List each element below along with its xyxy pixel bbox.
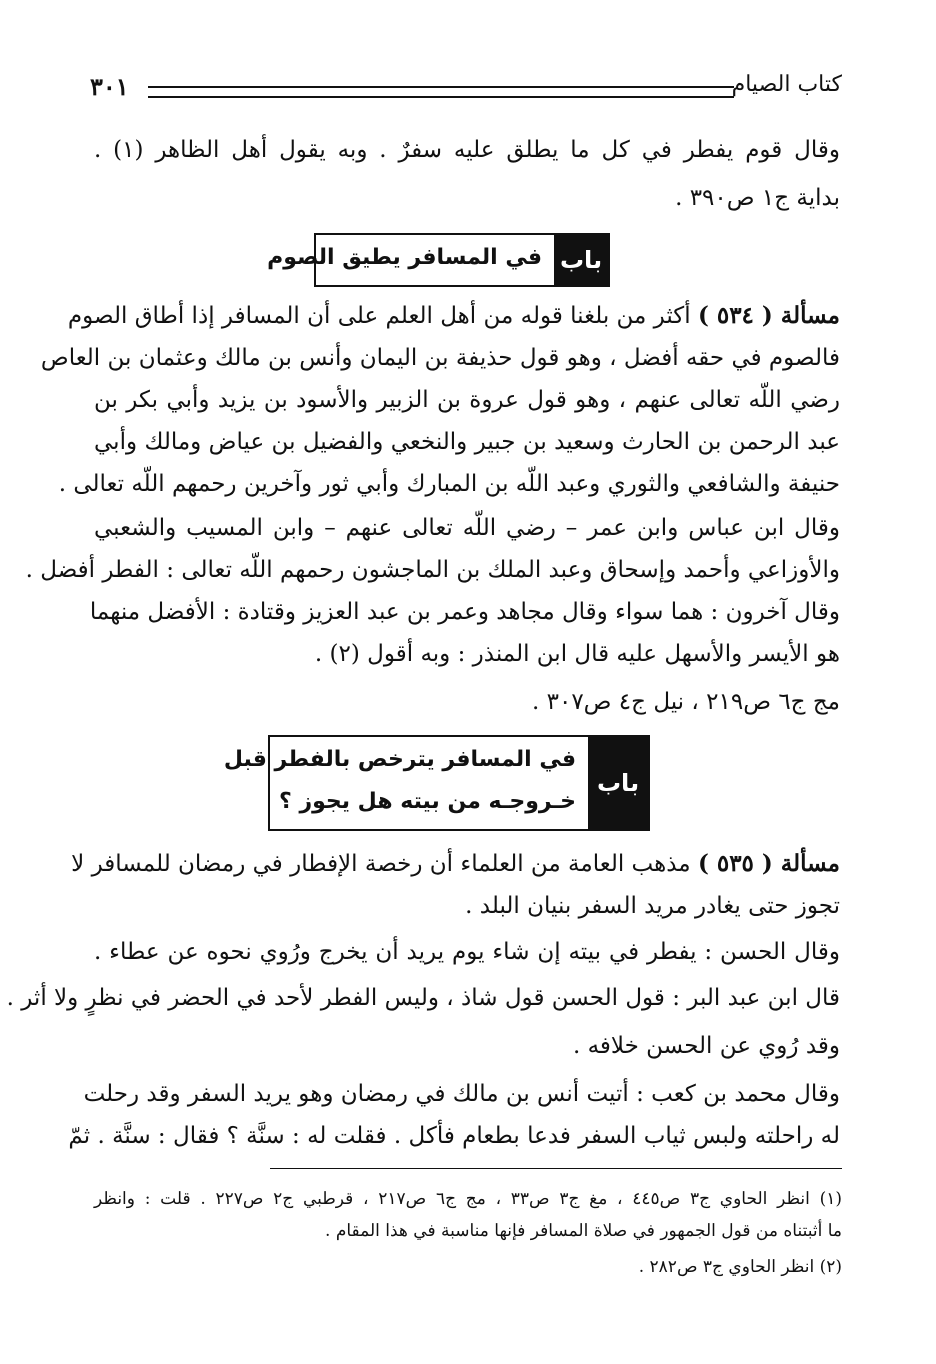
paragraph-line: والأوزاعي وأحمد وإسحاق وعبد الملك بن الماجشون رحمهم اللّه تعالى : الفطر أفضل .: [25, 557, 840, 583]
chapter-title-line: في المسافر يترخص بالفطر قبل: [223, 747, 576, 772]
header-double-rule: [148, 86, 734, 98]
footnote-line: (٢) انظر الحاوي ج٣ ص٢٨٢ .: [638, 1257, 842, 1277]
page-header: [90, 72, 842, 112]
page-number: ٣٠١: [90, 72, 129, 101]
paragraph-line: تجوز حتى يغادر مريد السفر بنيان البلد .: [465, 893, 840, 919]
chapter-heading-box: [223, 735, 650, 831]
masala-number: مسألة ( ٥٣٥ ): [697, 850, 840, 877]
intro-line: بداية ج١ ص٣٩٠ .: [675, 185, 840, 211]
paragraph-line: وقال آخرون : هما سواء وقال مجاهد وعمر بن عبد العزيز وقتادة : الأفضل منهما: [89, 599, 840, 625]
paragraph-line: قال ابن عبد البر : قول الحسن قول شاذ ، وليس الفطر لأحد في الحضر في نظرٍ ولا أثر .: [6, 985, 840, 1011]
paragraph-line: مسألة ( ٥٣٥ ) مذهب العامة من العلماء أن رخصة الإفطار في رمضان للمسافر لا: [71, 850, 840, 877]
running-title: كتاب الصيام: [731, 72, 842, 97]
footnote-line: ما أثبتناه من قول الجمهور في صلاة المسافر فإنها مناسبة في هذا المقام .: [325, 1221, 842, 1241]
paragraph-line: رضي اللّه تعالى عنهم ، وهو قول عروة بن الزبير والأسود بن يزيد وأبي بكر بن: [94, 387, 840, 413]
paragraph-line: له راحلته ولبس ثياب السفر فدعا بطعام فأكل . فقلت له : سنَّة ؟ فقال : سنَّة . ثمّ: [68, 1123, 840, 1149]
chapter-heading-box: [267, 233, 610, 287]
chapter-title: في المسافر يطيق الصوم: [267, 245, 542, 270]
paragraph-line: فالصوم في حقه أفضل ، وهو قول حذيفة بن اليمان وأنس بن مالك وعثمان بن العاص: [40, 345, 840, 371]
chapter-label: باب: [588, 737, 648, 829]
chapter-title-line: خـروجـه من بيته هل يجوز ؟: [279, 789, 576, 814]
footnote-separator: [270, 1168, 842, 1169]
paragraph-line: وقال محمد بن كعب : أتيت أنس بن مالك في رمضان وهو يريد السفر وقد رحلت: [83, 1081, 840, 1107]
masala-number: مسألة ( ٥٣٤ ): [697, 302, 840, 329]
paragraph-line: حنيفة والشافعي والثوري وعبد اللّه بن المبارك وأبي ثور وآخرين رحمهم اللّه تعالى .: [58, 471, 840, 497]
paragraph-line: مسألة ( ٥٣٤ ) أكثر من بلغنا قوله من أهل العلم على أن المسافر إذا أطاق الصوم: [67, 302, 840, 329]
paragraph-line: هو الأيسر والأسهل عليه قال ابن المنذر : وبه أقول (٢) .: [314, 641, 840, 667]
paragraph-line: وقال ابن عباس وابن عمر – رضي اللّه تعالى عنهم – وابن المسيب والشعبي: [94, 515, 840, 541]
footnote-line: (١) انظر الحاوي ج٣ ص٤٤٥ ، مغ ج٣ ص٣٣ ، مج ج٦ ص٢١٧ ، قرطبي ج٢ ص٢٢٧ . قلت : وانظر: [94, 1189, 842, 1209]
paragraph-line: وقد رُوي عن الحسن خلافه .: [572, 1033, 840, 1059]
intro-line: وقال قوم يفطر في كل ما يطلق عليه سفرٌ . وبه يقول أهل الظاهر (١) .: [94, 137, 840, 163]
paragraph-line: وقال الحسن : يفطر في بيته إن شاء يوم يريد أن يخرج ورُوي نحوه عن عطاء .: [94, 939, 840, 965]
reference-line: مج ج٦ ص٢١٩ ، نيل ج٤ ص٣٠٧ .: [531, 689, 840, 715]
chapter-label: باب: [554, 235, 608, 285]
paragraph-line: عبد الرحمن بن الحارث وسعيد بن جبير والنخعي والفضيل بن عياض ومالك وأبي: [94, 429, 840, 455]
